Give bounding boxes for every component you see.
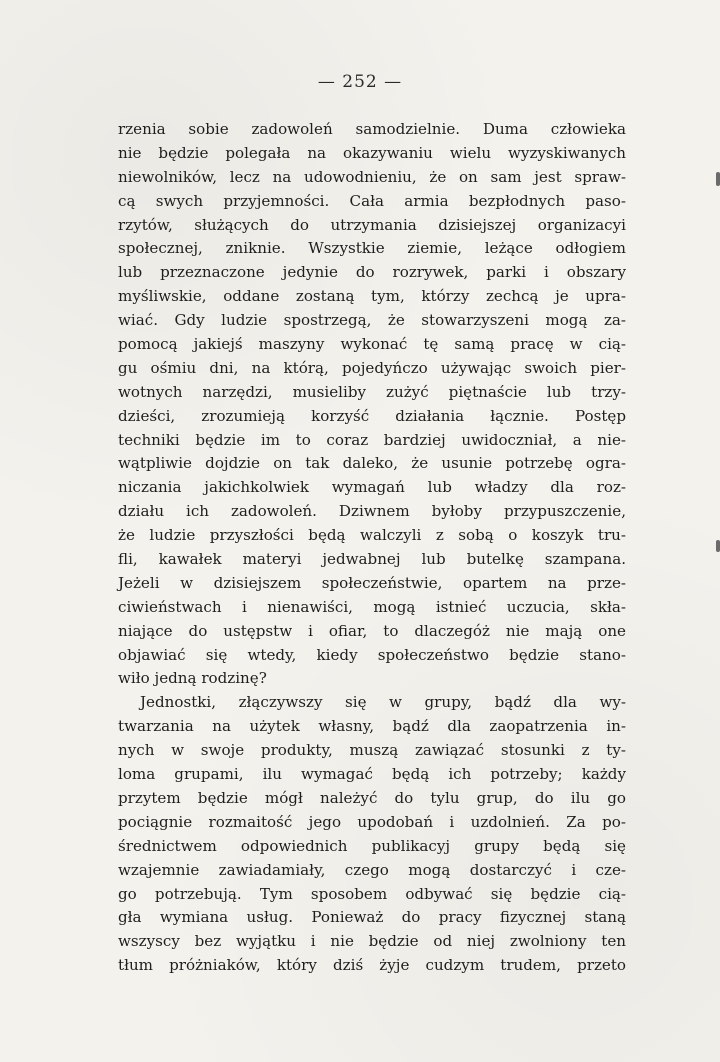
text-line: wzajemnie zawiadamiały, czego mogą dostarczyć i cze- — [118, 860, 626, 879]
text-line: nie będzie polegała na okazywaniu wielu wyzyskiwanych — [118, 143, 626, 162]
text-line: społecznej, zniknie. Wszystkie ziemie, leżące odłogiem — [118, 239, 626, 258]
text-line: pociągnie rozmaitość jego upodobań i uzdolnień. Za po- — [118, 812, 626, 831]
text-line: wątpliwie dojdzie on tak daleko, że usunie potrzebę ogra- — [118, 454, 626, 473]
page-number: — 252 — — [317, 72, 403, 92]
text-line: go potrzebują. Tym sposobem odbywać się będzie cią- — [118, 884, 626, 903]
text-line: fli, kawałek materyi jedwabnej lub butelkę szampana. — [118, 550, 626, 569]
text-line: nych w swoje produkty, muszą zawiązać stosunki z ty- — [118, 741, 626, 760]
text-line: Jeżeli w dzisiejszem społeczeństwie, opartem na prze- — [118, 573, 626, 592]
text-line: gła wymiana usług. Ponieważ do pracy fizycznej staną — [118, 908, 626, 927]
text-line: przytem będzie mógł należyć do tylu grup, do ilu go — [118, 788, 626, 807]
text-line: niające do ustępstw i ofiar, to dlaczegóż nie mają one — [118, 621, 626, 640]
text-line: ciwieństwach i nienawiści, mogą istnieć uczucia, skła- — [118, 597, 626, 616]
text-line: wotnych narzędzi, musieliby zużyć piętnaście lub trzy- — [118, 382, 626, 401]
text-line: działu ich zadowoleń. Dziwnem byłoby przypuszczenie, — [118, 502, 626, 521]
text-line: rzytów, służących do utrzymania dzisiejszej organizacyi — [118, 215, 626, 234]
text-line: techniki będzie im to coraz bardziej uwidoczniał, a nie- — [118, 430, 626, 449]
text-line: średnictwem odpowiednich publikacyj grupy będą się — [118, 836, 626, 855]
text-line: dzieści, zrozumieją korzyść działania łącznie. Postęp — [118, 406, 626, 425]
text-line: Jednostki, złączywszy się w grupy, bądź dla wy- — [140, 693, 626, 712]
text-line: wiło jedną rodzinę? — [118, 669, 267, 688]
text-line: myśliwskie, oddane zostaną tym, którzy zechcą je upra- — [118, 287, 626, 306]
page-edge-mark — [716, 172, 720, 186]
text-line: objawiać się wtedy, kiedy społeczeństwo będzie stano- — [118, 645, 626, 664]
text-line: tłum próżniaków, który dziś żyje cudzym trudem, przeto — [118, 956, 626, 975]
text-line: lub przeznaczone jedynie do rozrywek, parki i obszary — [118, 263, 626, 282]
text-line: niczania jakichkolwiek wymagań lub władzy dla roz- — [118, 478, 626, 497]
body-text — [118, 118, 626, 978]
text-line: loma grupami, ilu wymagać będą ich potrzeby; każdy — [118, 765, 626, 784]
text-line: rzenia sobie zadowoleń samodzielnie. Duma człowieka — [118, 120, 626, 138]
text-line: cą swych przyjemności. Cała armia bezpłodnych paso- — [118, 191, 626, 210]
page-edge-mark — [716, 540, 720, 552]
text-line: twarzania na użytek własny, bądź dla zaopatrzenia in- — [118, 717, 626, 736]
text-line: wszyscy bez wyjątku i nie będzie od niej zwolniony ten — [118, 932, 626, 951]
text-line: że ludzie przyszłości będą walczyli z sobą o koszyk tru- — [118, 526, 626, 545]
text-line: pomocą jakiejś maszyny wykonać tę samą pracę w cią- — [118, 335, 626, 354]
text-line: gu ośmiu dni, na którą, pojedyńczo używając swoich pier- — [118, 358, 626, 377]
text-line: niewolników, lecz na udowodnieniu, że on sam jest spraw- — [118, 167, 626, 186]
text-line: wiać. Gdy ludzie spostrzegą, że stowarzyszeni mogą za- — [118, 311, 626, 330]
